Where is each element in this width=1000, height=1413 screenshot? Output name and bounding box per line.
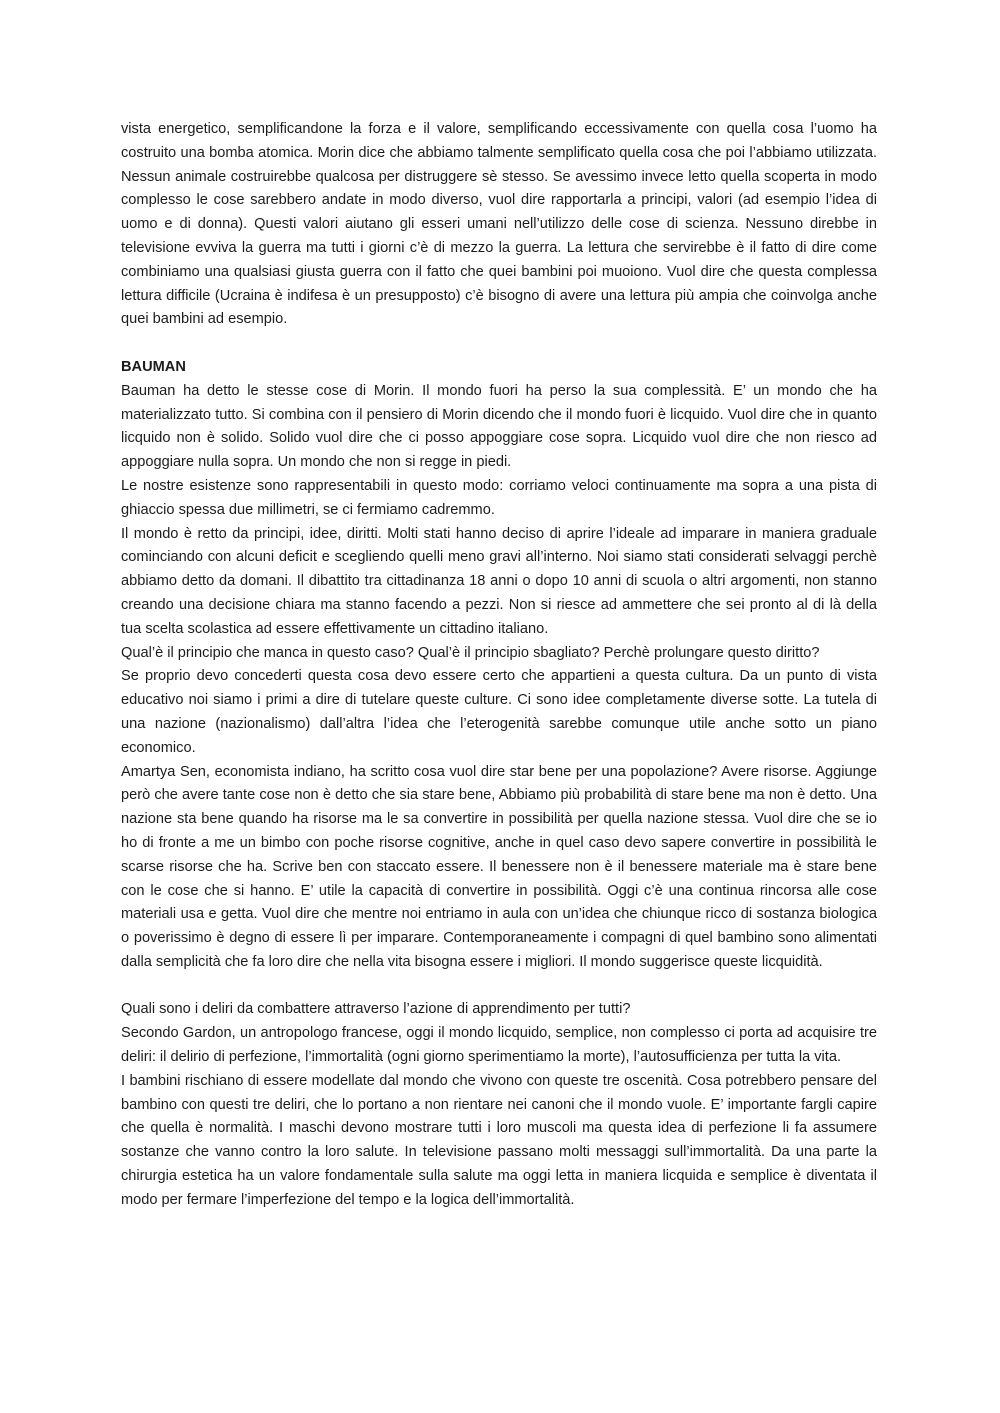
paragraph-children-risk: I bambini rischiano di essere modellate dal mondo che vivono con queste tre oscenità. Cosa potrebbero pensare del bambino con questi tre deliri, che lo portano a non rientare nei canoni che il mondo vuole. E’ importante fargli capire che quella è normalità. I maschi devono mostrare tutti i loro muscoli ma questa idea di perfezione li fa assumere sostanze che vanno contro la loro salute. In televisione passano molti messaggi sull’immortalità. Da una parte la chirurgia estetica ha un valore fondamentale sulla salute ma oggi letta in maniera licquida e semplice è diventata il modo per fermare l’imperfezione del tempo e la logica dell’immortalità. bbox=[121, 1072, 877, 1208]
paragraph-spacer bbox=[121, 975, 877, 999]
paragraph-questions: Qual’è il principio che manca in questo caso? Qual’è il principio sbagliato? Perchè prolungare questo diritto? bbox=[121, 644, 820, 661]
paragraph-culture: Se proprio devo concederti questa cosa devo essere certo che appartieni a questa cultura. Da un punto di vista educativo noi siamo i primi a dire di tutelare queste culture. Ci sono idee completamente diverse sotte. La tutela di una nazione (nazionalismo) dall’altra l’idea che l’eterogenità sarebbe comunque utile anche sotto un piano economico. bbox=[121, 668, 877, 756]
document-page bbox=[121, 118, 877, 1213]
section-heading-bauman: BAUMAN bbox=[121, 358, 186, 375]
intro-paragraph: vista energetico, semplificandone la forza e il valore, semplificando eccessivamente con quella cosa l’uomo ha costruito una bomba atomica. Morin dice che abbiamo talmente semplificato quella cosa che poi l’abbiamo utilizzata. Nessun animale costruirebbe qualcosa per distruggere sè stesso. Se avessimo invece letto quella scoperta in modo complesso le cose sarebbero andate in modo diverso, vuol dire rapportarla a principi, valori (ad esempio l’idea di uomo e di donna). Questi valori aiutano gli esseri umani nell’utilizzo delle cose di scienza. Nessuno direbbe in televisione evviva la guerra ma tutti i giorni c’è di mezzo la guerra. La lettura che servirebbe è il fatto di dire come combiniamo una qualsiasi giusta guerra con il fatto che quei bambini poi muoiono. Vuol dire che questa complessa lettura difficile (Ucraina è indifesa è un presupposto) c’è bisogno di avere una lettura più ampia che coinvolga anche quei bambini ad esempio. bbox=[121, 121, 877, 328]
paragraph-spacer bbox=[121, 332, 877, 356]
paragraph-ice-track: Le nostre esistenze sono rappresentabili in questo modo: corriamo veloci continuamente ma sopra a una pista di ghiaccio spessa due millimetri, se ci fermiamo cadremmo. bbox=[121, 477, 877, 518]
paragraph-amartya-sen: Amartya Sen, economista indiano, ha scritto cosa vuol dire star bene per una popolazione? Avere risorse. Aggiunge però che avere tante cose non è detto che sia stare bene, Abbiamo più probabilità di stare bene ma non è detto. Una nazione sta bene quando ha risorse ma le sa convertire in possibilità per quella nazione stessa. Vuol dire che se io ho di fronte a me un bimbo con poche risorse cognitive, anche in quel caso devo sapere convertire in possibilità le scarse risorse che ha. Scrive ben con staccato essere. Il benessere non è il benessere materiale ma è stare bene con le cose che si hanno. E’ utile la capacità di convertire in possibilità. Oggi c’è una continua rincorsa alle cose materiali usa e getta. Vuol dire che mentre noi entriamo in aula con un’idea che chiunque ricco di sostanza biologica o poverissimo è degno di essere lì per imparare. Contemporaneamente i compagni di quel bambino sono alimentati dalla semplicità che fa loro dire che nella vita bisogna essere i migliori. Il mondo suggerisce queste licquidità. bbox=[121, 763, 877, 970]
paragraph-principles-rights: Il mondo è retto da principi, idee, diritti. Molti stati hanno deciso di aprire l’ideale ad imparare in maniera graduale cominciando con alcuni deficit e scegliendo quelli meno gravi all’interno. Noi siamo stati considerati selvaggi perchè abbiamo detto da domani. Il dibattito tra cittadinanza 18 anni o dopo 10 anni di scuola o altri argomenti, non stanno creando una decisione chiara ma stanno facendo a pezzi. Non si riesce ad ammettere che sei pronto al di là della tua scelta scolastica ad essere effettivamente un cittadino italiano. bbox=[121, 525, 877, 637]
paragraph-deliri-question: Quali sono i deliri da combattere attraverso l’azione di apprendimento per tutti? bbox=[121, 1001, 631, 1018]
paragraph-gardon: Secondo Gardon, un antropologo francese, oggi il mondo licquido, semplice, non complesso ci porta ad acquisire tre deliri: il delirio di perfezione, l’immortalità (ogni giorno sperimentiamo la morte), l’autosufficienza per tutta la vita. bbox=[121, 1025, 877, 1066]
paragraph-bauman-liquid-world: Bauman ha detto le stesse cose di Morin. Il mondo fuori ha perso la sua complessità. E’ un mondo che ha materializzato tutto. Si combina con il pensiero di Morin dicendo che il mondo fuori è licquido. Vuol dire che in quanto licquido non è solido. Solido vuol dire che ci posso appoggiare cose sopra. Licquido vuol dire che non riesco ad appoggiare nulla sopra. Un mondo che non si regge in piedi. bbox=[121, 382, 877, 471]
